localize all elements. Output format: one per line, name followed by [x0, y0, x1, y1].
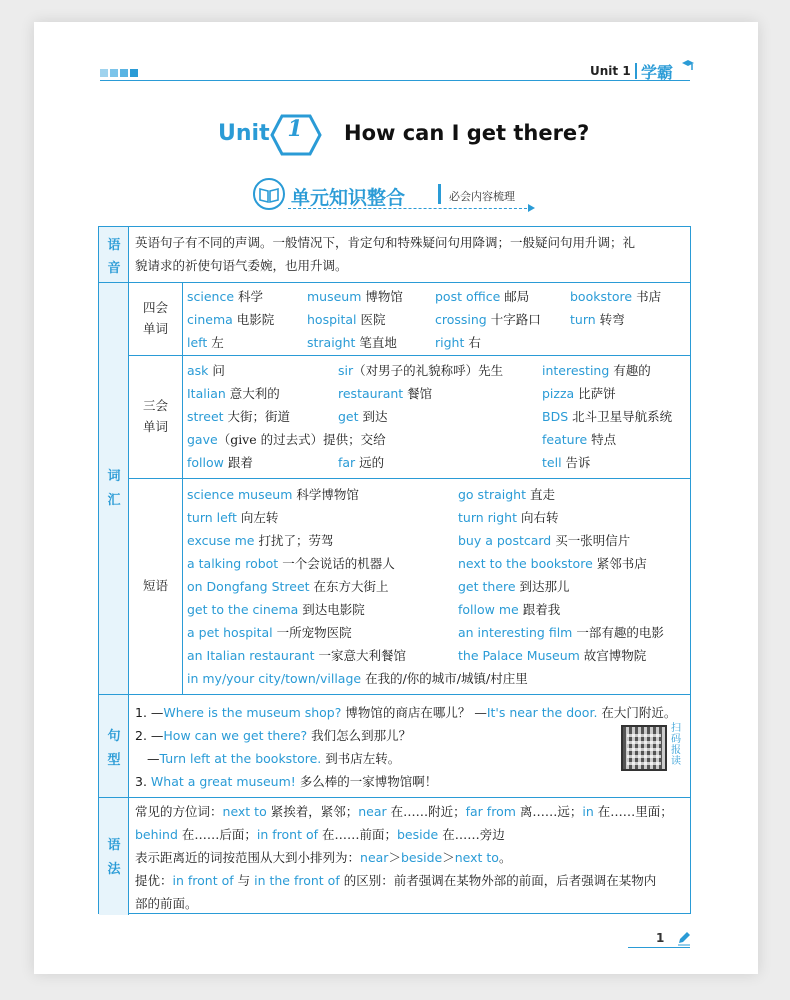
- phrase-item: buy a postcard 买一张明信片: [458, 533, 631, 548]
- four-skill-label: [129, 283, 183, 355]
- brand-logo: 学霸: [641, 63, 674, 82]
- label-char: 语: [107, 838, 121, 853]
- vocabulary-label: [99, 283, 129, 694]
- vocab-item: tell 告诉: [542, 455, 591, 470]
- grammar-line: behind 在……后面；in front of 在……前面；beside 在……旁边: [135, 827, 505, 842]
- label-char: 型: [107, 753, 121, 768]
- pencil-icon: [676, 930, 692, 946]
- vocab-item: feature 特点: [542, 432, 617, 447]
- three-skill-label: [129, 356, 183, 478]
- header-decoration: [100, 69, 138, 77]
- phrase-item: excuse me 打扰了；劳驾: [187, 533, 334, 548]
- phrases-section: [129, 478, 690, 695]
- header-divider: [635, 63, 637, 79]
- vocab-item: crossing 十字路口: [435, 312, 541, 327]
- vocab-item: bookstore 书店: [570, 289, 662, 304]
- vocab-item: get 到达: [338, 409, 388, 424]
- qr-scan-label: 扫码报读: [671, 723, 681, 767]
- phrase-item: turn left 向左转: [187, 510, 279, 525]
- phrase-item: science museum 科学博物馆: [187, 487, 359, 502]
- sentence-line: 1. —Where is the museum shop? 博物馆的商店在哪儿？ —It's near the door. 在大门附近。: [135, 705, 677, 720]
- vocab-item: sir（对男子的礼貌称呼）先生: [338, 363, 504, 378]
- label-char: 音: [107, 261, 121, 276]
- vocab-item: straight 笔直地: [307, 335, 397, 350]
- sub-label-text: 三会: [142, 398, 168, 413]
- sub-label-text: 短语: [142, 578, 168, 593]
- vocab-item: Italian 意大利的: [187, 386, 280, 401]
- vocab-item: follow 跟着: [187, 455, 253, 470]
- three-skill-words: [129, 355, 690, 478]
- grammar-line: 常见的方位词：next to 紧挨着，紧邻；near 在……附近；far from 离……远；in 在……里面；: [135, 804, 673, 819]
- section-subtitle: 必会内容梳理: [449, 190, 515, 203]
- phrase-item: in my/your city/town/village 在我的/你的城市/城镇/村庄里: [187, 671, 528, 686]
- pronunciation-row: [99, 227, 690, 282]
- phrase-item: next to the bookstore 紧邻书店: [458, 556, 647, 571]
- vocab-item: far 远的: [338, 455, 385, 470]
- phrase-item: go straight 直走: [458, 487, 555, 502]
- section-underline: [288, 208, 532, 209]
- pronunciation-label: [99, 227, 129, 282]
- label-char: 句: [107, 729, 121, 744]
- vocab-item: right 右: [435, 335, 481, 350]
- phrase-item: get to the cinema 到达电影院: [187, 602, 365, 617]
- section-title: 单元知识整合: [291, 187, 406, 209]
- knowledge-table: [98, 226, 691, 914]
- section-divider: [438, 184, 441, 204]
- vocab-item: interesting 有趣的: [542, 363, 651, 378]
- lesson-title: How can I get there?: [344, 121, 590, 145]
- pronunciation-text-line: 英语句子有不同的声调。一般情况下，肯定句和特殊疑问句用降调；一般疑问句用升调；礼: [135, 235, 636, 250]
- vocab-item: BDS 北斗卫星导航系统: [542, 409, 673, 424]
- vocab-item: pizza 比萨饼: [542, 386, 616, 401]
- vocabulary-row: [99, 282, 690, 694]
- vocab-item: cinema 电影院: [187, 312, 275, 327]
- vocab-item: science 科学: [187, 289, 264, 304]
- graduation-cap-icon: [681, 58, 695, 74]
- vocab-item: turn 转弯: [570, 312, 625, 327]
- sentences-row: [99, 694, 690, 797]
- sentence-line: 3. What a great museum! 多么棒的一家博物馆啊！: [135, 774, 438, 789]
- label-char: 法: [107, 862, 121, 877]
- sentence-line: 2. —How can we get there? 我们怎么到那儿？: [135, 728, 412, 743]
- vocab-item: gave（give 的过去式）提供；交给: [187, 432, 386, 447]
- vocab-item: hospital 医院: [307, 312, 386, 327]
- sub-label-text: 单词: [142, 321, 168, 336]
- unit-number: 1: [287, 116, 303, 142]
- qr-code[interactable]: [621, 725, 667, 771]
- phrase-item: on Dongfang Street 在东方大街上: [187, 579, 389, 594]
- sub-label-text: 四会: [142, 300, 168, 315]
- label-char: 汇: [107, 493, 121, 508]
- vocab-item: museum 博物馆: [307, 289, 403, 304]
- vocab-item: restaurant 餐馆: [338, 386, 433, 401]
- phrase-item: an interesting film 一部有趣的电影: [458, 625, 664, 640]
- phrase-item: turn right 向右转: [458, 510, 559, 525]
- vocab-item: left 左: [187, 335, 224, 350]
- grammar-label: [99, 798, 129, 915]
- grammar-line: 部的前面。: [135, 896, 198, 911]
- unit-label: Unit: [218, 121, 270, 146]
- phrase-item: a talking robot 一个会说话的机器人: [187, 556, 395, 571]
- sub-label-text: 单词: [142, 419, 168, 434]
- label-char: 词: [107, 469, 121, 484]
- header-unit-label: Unit 1: [590, 64, 631, 78]
- phrase-item: get there 到达那儿: [458, 579, 570, 594]
- phrase-item: a pet hospital 一所宠物医院: [187, 625, 352, 640]
- phrases-label: [129, 479, 183, 695]
- label-char: 语: [107, 238, 121, 253]
- phrase-item: the Palace Museum 故宫博物院: [458, 648, 647, 663]
- arrow-right-icon: [528, 204, 535, 212]
- phrase-item: follow me 跟着我: [458, 602, 561, 617]
- pronunciation-text-line: 貌请求的祈使句语气委婉，也用升调。: [135, 258, 348, 273]
- header-rule: [100, 80, 690, 81]
- four-skill-words: [129, 283, 690, 355]
- vocab-item: street 大街；街道: [187, 409, 291, 424]
- page-number: 1: [656, 931, 665, 945]
- vocab-item: post office 邮局: [435, 289, 530, 304]
- sentence-line: —Turn left at the bookstore. 到书店左转。: [147, 751, 401, 766]
- sentences-label: [99, 695, 129, 797]
- grammar-line: 提优：in front of 与 in the front of 的区别：前者强调在某物外部的前面，后者强调在某物内: [135, 873, 657, 888]
- footer-rule: [628, 947, 690, 948]
- grammar-line: 表示距离近的词按范围从大到小排列为：near＞beside＞next to。: [135, 850, 512, 865]
- grammar-row: [99, 797, 690, 915]
- phrase-item: an Italian restaurant 一家意大利餐馆: [187, 648, 406, 663]
- vocab-item: ask 问: [187, 363, 225, 378]
- book-icon: [253, 178, 285, 210]
